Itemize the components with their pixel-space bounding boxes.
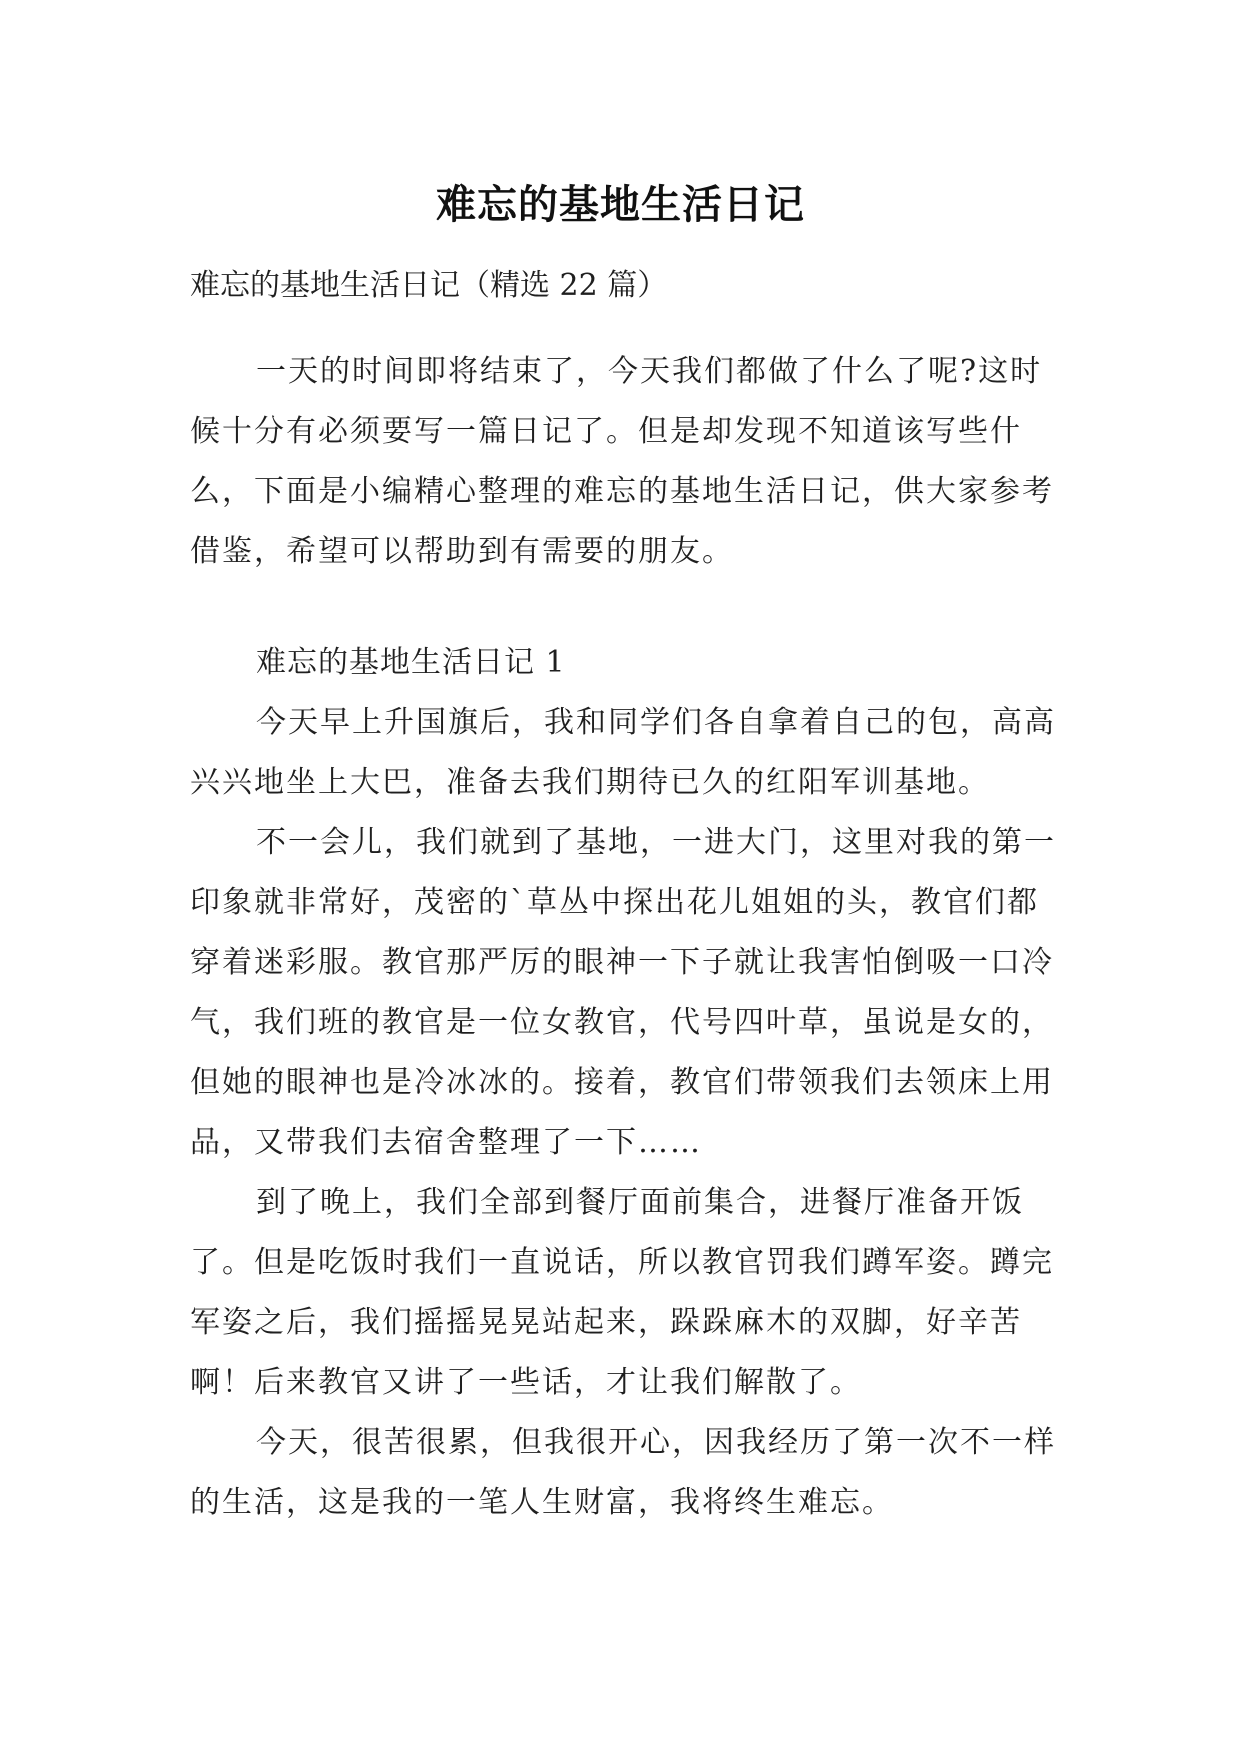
body-paragraph: 今天早上升国旗后，我和同学们各自拿着自己的包，高高兴兴地坐上大巴，准备去我们期待已久的红阳军训基地。 [190, 705, 1056, 800]
section-heading: 难忘的基地生活日记 1 [256, 645, 566, 680]
document-subtitle: 难忘的基地生活日记（精选 22 篇） [190, 268, 668, 303]
diary-entry-1 [190, 633, 1060, 1533]
page-title: 难忘的基地生活日记 [436, 181, 805, 228]
body-paragraph: 不一会儿，我们就到了基地，一进大门，这里对我的第一印象就非常好，茂密的`草丛中探出花儿姐姐的头，教官们都穿着迷彩服。教官那严厉的眼神一下子就让我害怕倒吸一口冷气，我们班的教官是一位女教官，代号四叶草，虽说是女的，但她的眼神也是冷冰冰的。接着，教官们带领我们去领床上用品，又带我们去宿舍整理了一下…… [190, 825, 1056, 1160]
body-paragraph: 到了晚上，我们全部到餐厅面前集合，进餐厅准备开饭了。但是吃饭时我们一直说话，所以教官罚我们蹲军姿。蹲完军姿之后，我们摇摇晃晃站起来，跺跺麻木的双脚，好辛苦啊！后来教官又讲了一些话，才让我们解散了。 [190, 1185, 1054, 1400]
body-paragraph: 今天，很苦很累，但我很开心，因我经历了第一次不一样的生活，这是我的一笔人生财富，我将终生难忘。 [190, 1425, 1056, 1520]
intro-paragraph: 一天的时间即将结束了，今天我们都做了什么了呢?这时候十分有必须要写一篇日记了。但是却发现不知道该写些什么，下面是小编精心整理的难忘的基地生活日记，供大家参考借鉴，希望可以帮助到有需要的朋友。 [190, 354, 1054, 569]
